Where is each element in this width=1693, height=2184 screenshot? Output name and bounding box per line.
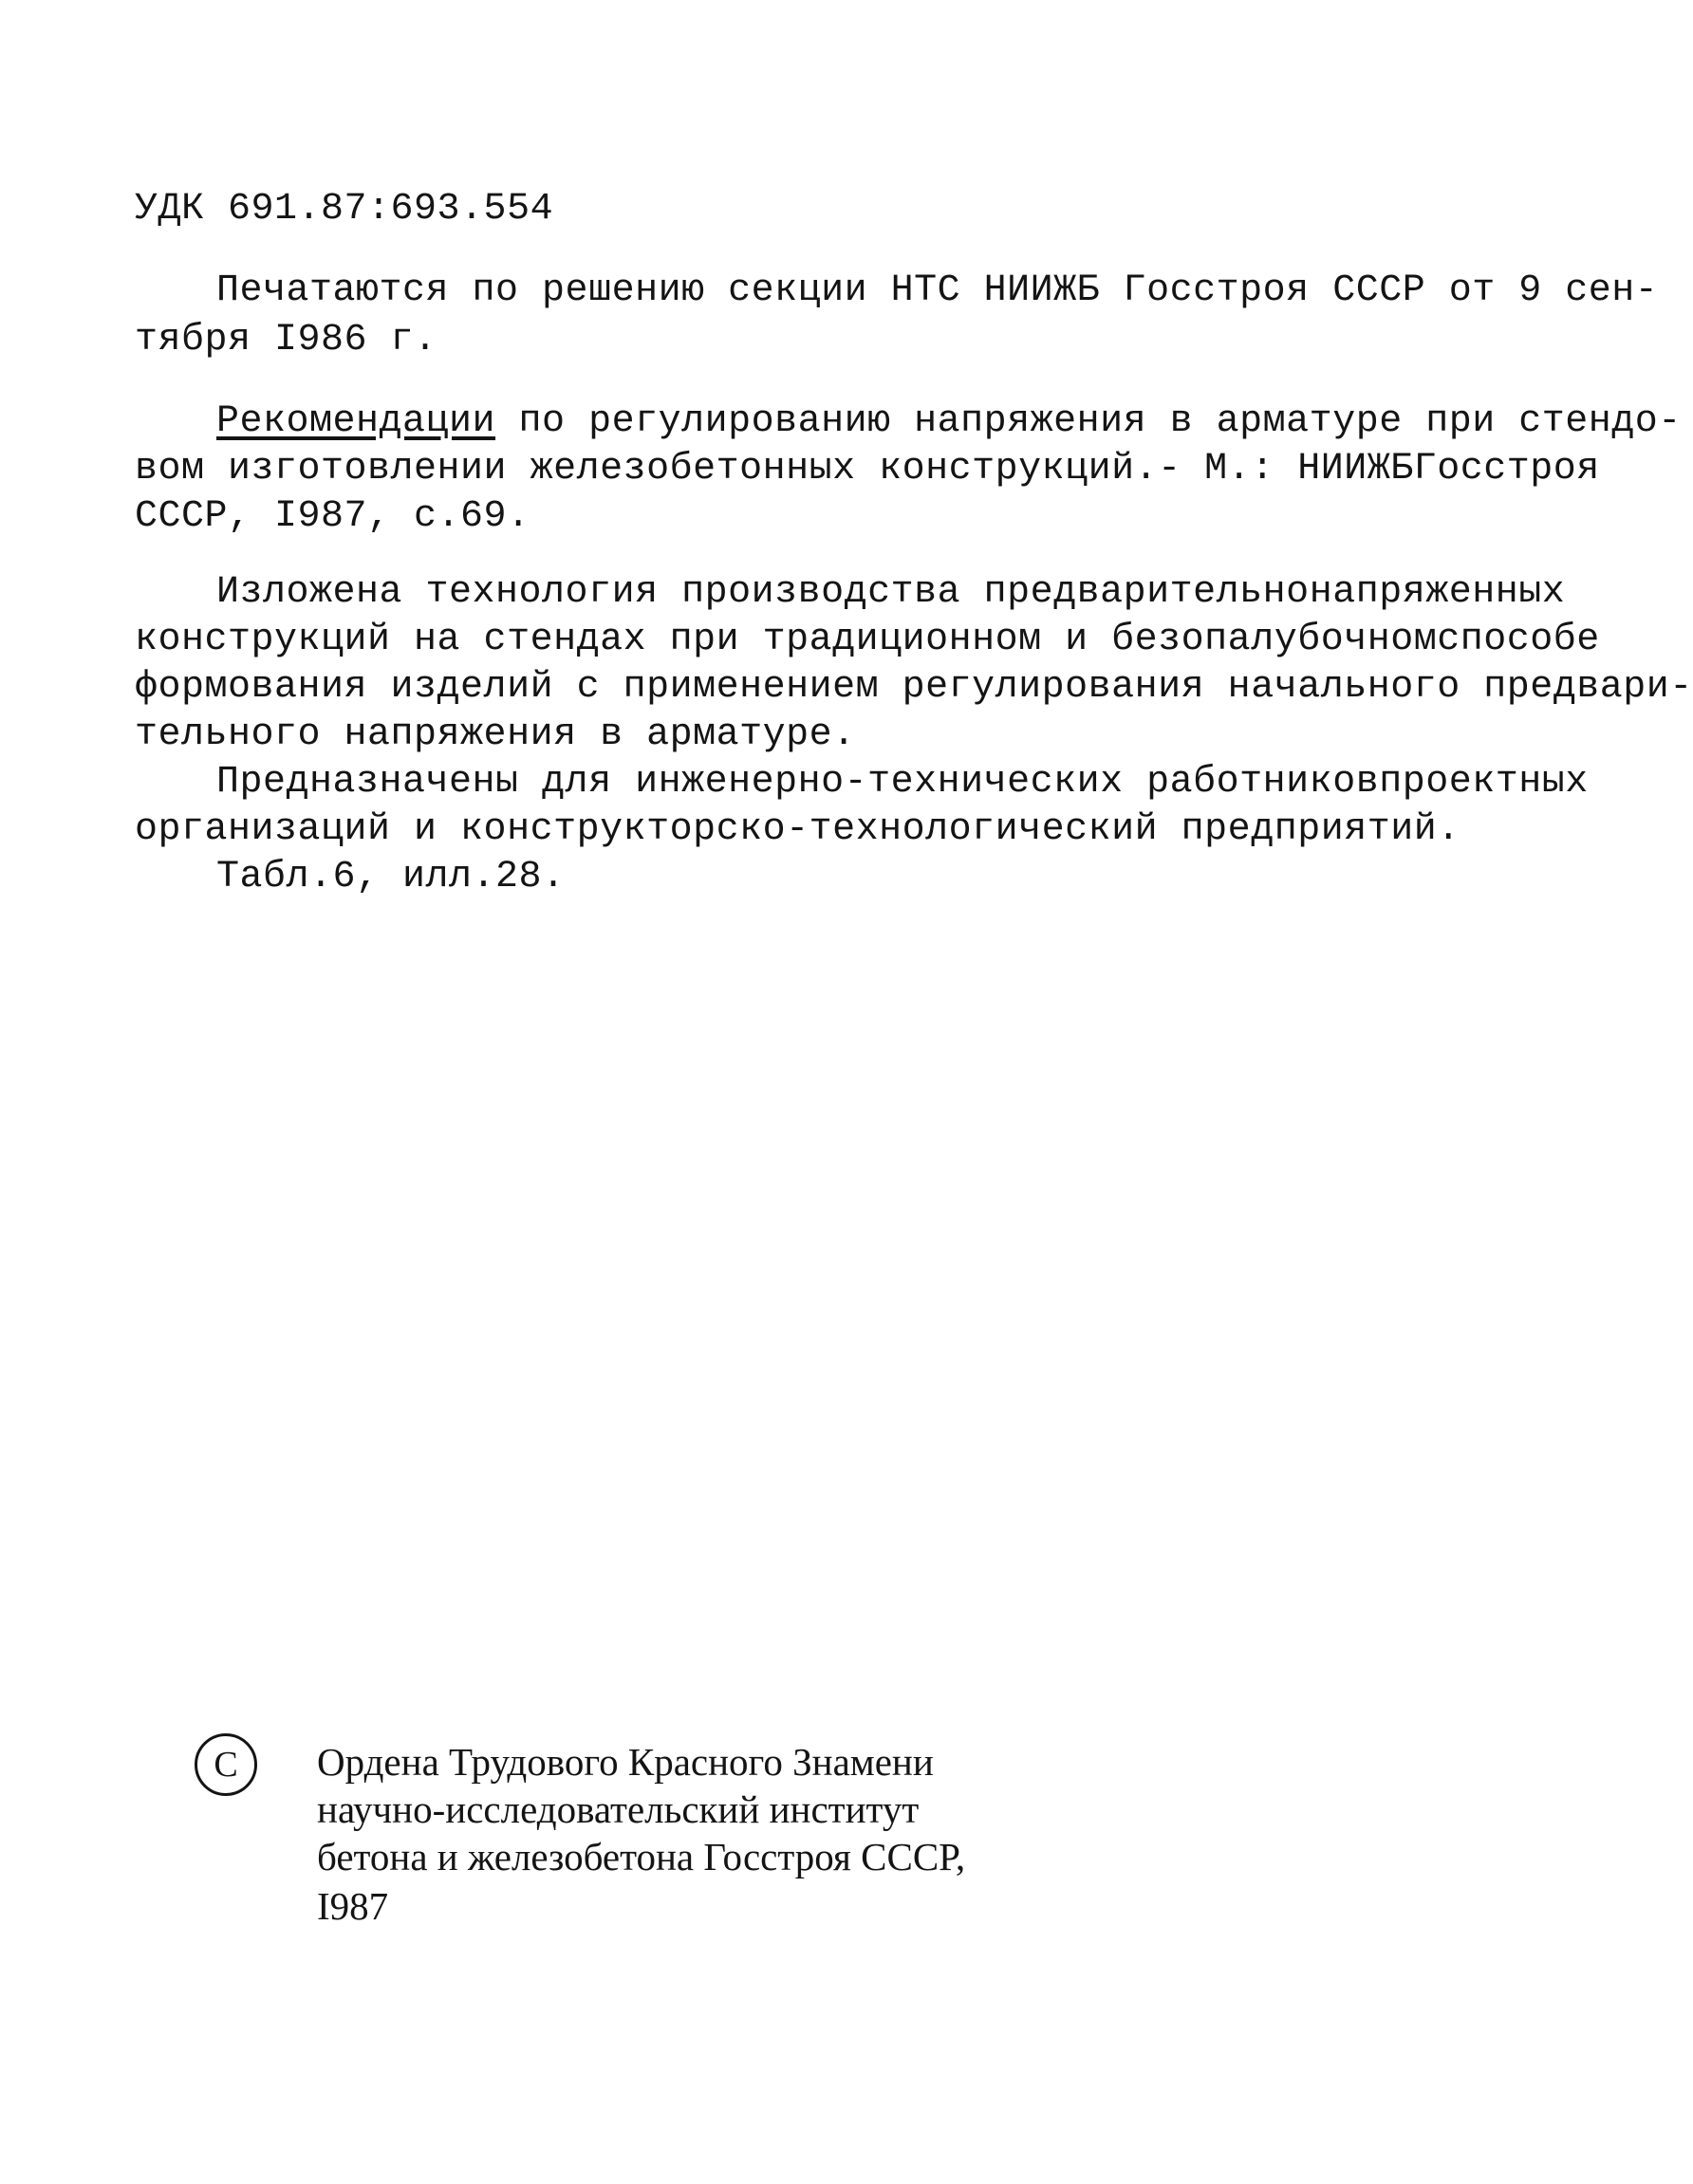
approval-line-1-text: Печатаются по решению секции НТС НИИЖБ Госстроя СССР от 9 сен (216, 269, 1635, 312)
abstract-line-1 (216, 569, 1566, 617)
institute-line-3: бетона и железобетона Госстроя СССР, (317, 1835, 966, 1879)
abstract-line-4: тельного напряжения в арматуре. (135, 713, 856, 756)
abstract-line-1-end: напряженных (1309, 571, 1566, 614)
citation-line-2-publisher: Госстроя (1413, 448, 1600, 490)
udk-code: УДК 691.87:693.554 (135, 188, 554, 231)
copyright-symbol: C (214, 1745, 238, 1785)
approval-line-2: тября I986 г. (135, 319, 437, 361)
abstract-line-1-text: Изложена технология производства предварительно (216, 571, 1310, 614)
citation-title: Рекомендации (216, 400, 496, 443)
approval-line-1 (216, 268, 1659, 315)
abstract-line-2 (135, 617, 1600, 664)
audience-line-1-end: проектных (1379, 761, 1589, 804)
abstract-line-2-end: способе (1437, 619, 1600, 661)
institute-line-1: Ордена Трудового Красного Знамени (317, 1740, 934, 1784)
abstract-line-2-text: конструкций на стендах при традиционном и безопалубочном (135, 619, 1438, 661)
audience-line-2: организаций и конструкторско-технологический предприятий. (135, 808, 1460, 851)
citation-line-1 (216, 398, 1682, 446)
approval-line-1-hyphen: - (1634, 269, 1659, 312)
institute-line-2: научно-исследовательский институт (317, 1787, 920, 1831)
citation-line-3: СССР, I987, с.69. (135, 495, 530, 538)
institute-year: I987 (317, 1884, 389, 1928)
audience-line-1 (216, 759, 1589, 806)
citation-line-1-wrap (216, 398, 1682, 446)
citation-line-2-text: вом изготовлении железобетонных конструкций.- М.: НИИЖБ (135, 448, 1414, 490)
citation-line-2 (135, 446, 1600, 493)
abstract-line-3: формования изделий с применением регулирования начального предвари- (135, 666, 1693, 709)
copyright-icon (195, 1733, 257, 1796)
tables-illustrations-count: Табл.6, илл.28. (216, 856, 566, 898)
audience-line-1-text: Предназначены для инженерно-технических работников (216, 761, 1380, 804)
citation-line-1-rest: по регулированию напряжения в арматуре при стендо- (495, 400, 1682, 443)
